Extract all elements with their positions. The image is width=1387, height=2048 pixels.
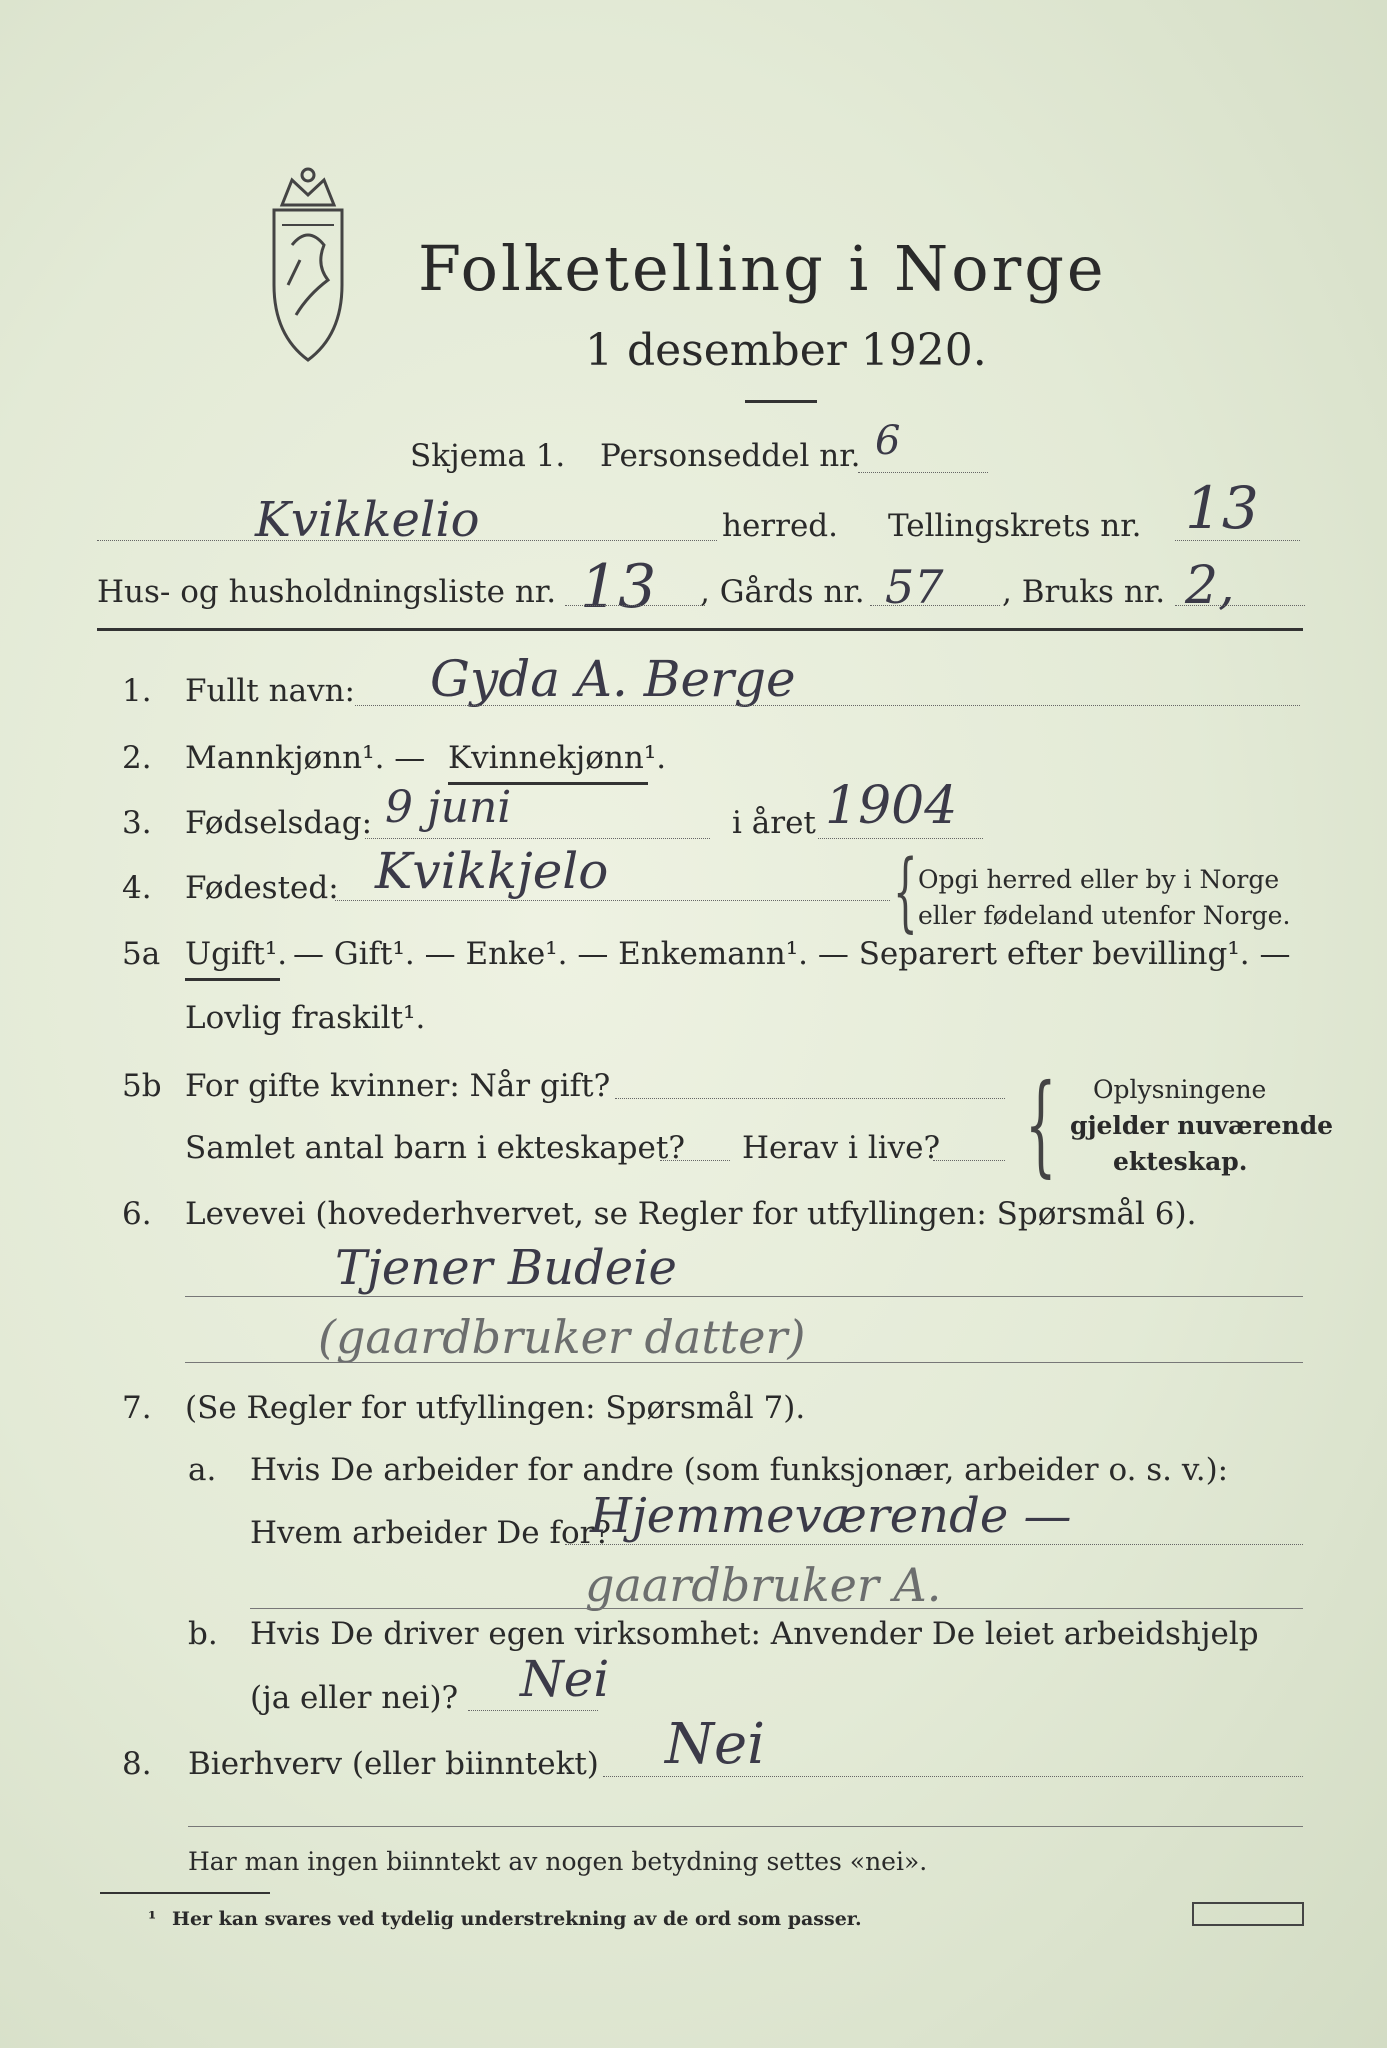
- q3-label: Fødselsdag:: [185, 805, 373, 841]
- title-divider: [745, 400, 817, 403]
- q7b-line2: (ja eller nei)?: [250, 1680, 459, 1716]
- q7a-line-fill: [565, 1544, 1303, 1545]
- q5b-number: 5b: [122, 1068, 162, 1104]
- q4-note-2: eller fødeland utenfor Norge.: [918, 901, 1291, 930]
- herred-value: Kvikkelio: [255, 492, 480, 548]
- form-date: 1 desember 1920.: [585, 325, 987, 376]
- q6-value-1: Tjener Budeie: [335, 1240, 677, 1296]
- q2-male: Mannkjønn¹. —: [185, 740, 426, 776]
- q7b-line-fill: [468, 1710, 598, 1711]
- q2-female: Kvinnekjønn¹.: [448, 740, 667, 776]
- q7b-value: Nei: [520, 1650, 610, 1708]
- q3-year-label: i året: [732, 805, 816, 841]
- q1-value: Gyda A. Berge: [430, 650, 796, 708]
- q7a-line1: Hvis De arbeider for andre (som funksjonær, arbeider o. s. v.):: [250, 1452, 1229, 1488]
- q5a-ugift: Ugift¹.: [185, 936, 288, 972]
- q5b-line2a-fill: [660, 1160, 730, 1161]
- q5a-ugift-underline: [185, 978, 280, 981]
- q6-value-2: (gaardbruker datter): [318, 1310, 806, 1364]
- q1-label: Fullt navn:: [185, 673, 355, 709]
- q6-number: 6.: [122, 1196, 152, 1232]
- q4-line: [335, 900, 890, 901]
- printer-stamp-icon: [1192, 1902, 1304, 1926]
- q2-number: 2.: [122, 740, 152, 776]
- q5b-line1-fill: [615, 1098, 1005, 1099]
- footnote-rule: [100, 1892, 270, 1894]
- q3-year-line: [818, 838, 983, 839]
- q8-label: Bierhverv (eller biinntekt): [188, 1746, 599, 1782]
- footnote-text: Her kan svares ved tydelig understrekning av de ord som passer.: [172, 1908, 862, 1930]
- bruks-label: , Bruks nr.: [1002, 574, 1166, 610]
- q5b-line2b: Herav i live?: [742, 1130, 941, 1166]
- personseddel-line: [858, 472, 988, 473]
- q7a-value-2: gaardbruker A.: [585, 1558, 942, 1612]
- tellingskrets-value: 13: [1185, 474, 1259, 542]
- personseddel-label: Personseddel nr.: [600, 438, 861, 474]
- q1-number: 1.: [122, 673, 152, 709]
- bruks-value: 2,: [1185, 556, 1235, 616]
- q7b-line1: Hvis De driver egen virksomhet: Anvender De leiet arbeidshjelp: [250, 1616, 1259, 1652]
- q8-number: 8.: [122, 1746, 152, 1782]
- q4-brace: {: [893, 842, 918, 942]
- q5b-brace: {: [1025, 1060, 1057, 1188]
- bruks-line: [1175, 605, 1305, 606]
- q8-line-fill: [603, 1776, 1303, 1777]
- personseddel-value: 6: [875, 418, 901, 464]
- q5b-line1: For gifte kvinner: Når gift?: [185, 1068, 611, 1104]
- q4-note-1: Opgi herred eller by i Norge: [918, 865, 1280, 894]
- header-rule: [97, 628, 1303, 631]
- q3-year-value: 1904: [825, 776, 958, 836]
- footer-note: Har man ingen biinntekt av nogen betydning settes «nei».: [188, 1847, 928, 1876]
- herred-line: [97, 540, 717, 541]
- gards-line: [870, 605, 1000, 606]
- q5b-note-3: ekteskap.: [1113, 1147, 1248, 1176]
- q5a-options: — Gift¹. — Enke¹. — Enkemann¹. — Separert efter bevilling¹. —: [293, 936, 1291, 972]
- q6-line-2: [185, 1362, 1303, 1363]
- herred-label: herred.: [722, 508, 838, 544]
- husliste-label: Hus- og husholdningsliste nr.: [97, 574, 557, 610]
- q7a-value-1: Hjemmeværende —: [590, 1488, 1072, 1544]
- q5a-number: 5a: [122, 936, 161, 972]
- q1-line: [355, 705, 1300, 706]
- q6-label: Levevei (hovederhvervet, se Regler for utfyllingen: Spørsmål 6).: [185, 1196, 1197, 1232]
- q3-number: 3.: [122, 805, 152, 841]
- q3-value: 9 juni: [385, 782, 512, 833]
- q5b-note-1: Oplysningene: [1093, 1075, 1267, 1104]
- skjema-label: Skjema 1.: [410, 438, 566, 474]
- q3-line: [365, 838, 710, 839]
- q7a-line2: Hvem arbeider De for?: [250, 1515, 612, 1551]
- q5b-line2b-fill: [933, 1160, 1005, 1161]
- q5b-note-2: gjelder nuværende: [1070, 1111, 1334, 1140]
- q5a-line2: Lovlig fraskilt¹.: [185, 1000, 426, 1036]
- form-title: Folketelling i Norge: [418, 232, 1107, 305]
- q7a-number: a.: [188, 1452, 217, 1488]
- q8-line-2: [188, 1826, 1303, 1827]
- q7a-line-2: [250, 1608, 1303, 1609]
- q5b-line2a: Samlet antal barn i ekteskapet?: [185, 1130, 685, 1166]
- footnote-mark: ¹: [148, 1908, 157, 1930]
- husliste-line: [565, 605, 705, 606]
- q7-number: 7.: [122, 1390, 152, 1426]
- q4-value: Kvikkjelo: [375, 842, 609, 900]
- q4-number: 4.: [122, 870, 152, 906]
- q7-label: (Se Regler for utfyllingen: Spørsmål 7).: [185, 1390, 806, 1426]
- q6-line-1: [185, 1296, 1303, 1297]
- q7b-number: b.: [188, 1616, 218, 1652]
- tellingskrets-label: Tellingskrets nr.: [888, 508, 1142, 544]
- coat-of-arms-icon: [252, 165, 364, 365]
- gards-label: , Gårds nr.: [700, 574, 865, 610]
- q8-value: Nei: [665, 1712, 766, 1777]
- gards-value: 57: [885, 560, 944, 614]
- q4-label: Fødested:: [185, 870, 339, 906]
- husliste-value: 13: [580, 552, 657, 622]
- tellingskrets-line: [1175, 540, 1300, 541]
